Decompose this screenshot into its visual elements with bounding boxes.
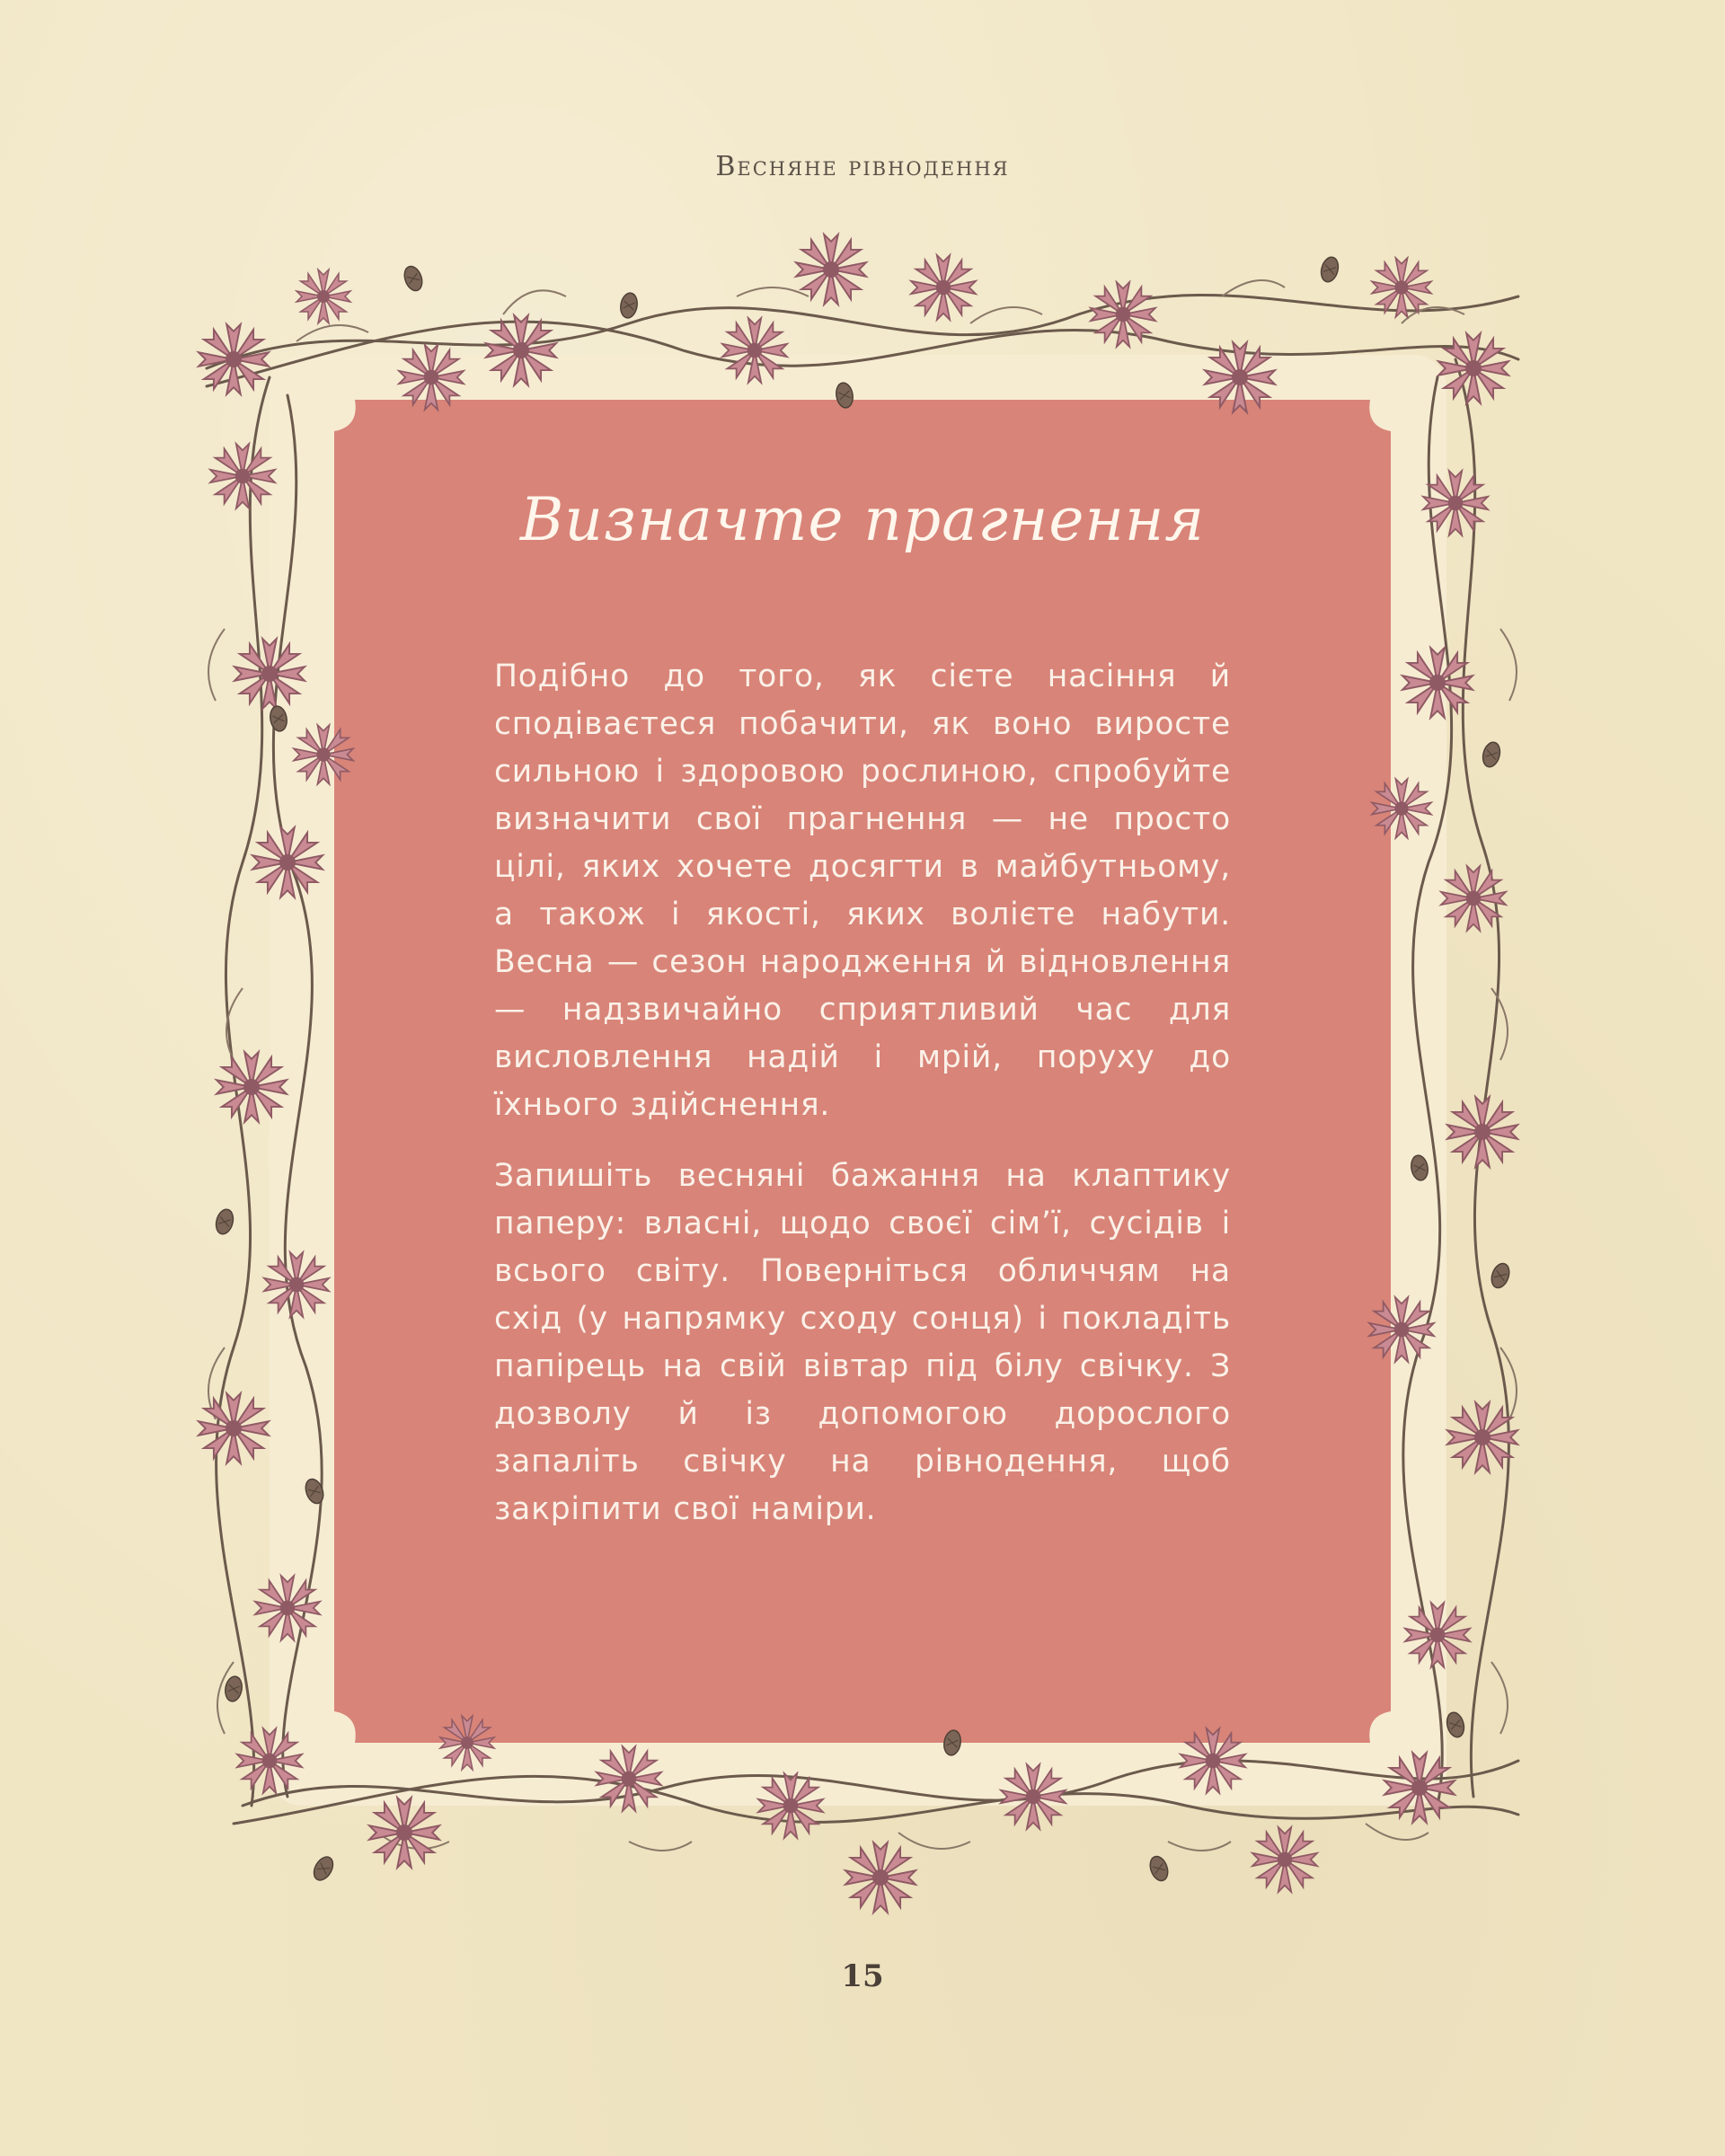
body-paragraph-2: Запишіть весняні бажання на клаптику паперу: власні, щодо своєї сім’ї, сусідів і всього світу. Поверніться обличчям на схід (у напрямку сходу сонця) і покладіть папірець на свій вівтар під білу свічку. З дозволу й із допомогою дорослого запаліть свічку на рівнодення, щоб закріпити свої наміри. — [494, 1158, 1231, 1527]
body-paragraph-1: Подібно до того, як сієте насіння й сподіваєтеся побачити, як воно виросте сильною і здоровою рослиною, спробуйте визначити свої прагнення — не просто цілі, яких хочете досягти в майбутньому, а також і якості, яких волієте набути. Весна — сезон народження й відновлення — надзвичайно сприятливий час для висловлення надій і мрій, поруху до їхнього здійснення. — [494, 658, 1231, 1123]
page-number: 15 — [841, 1958, 884, 1994]
panel-content — [494, 485, 1231, 1557]
running-header: Весняне рівнодення — [715, 151, 1010, 182]
section-heading: Визначте прагнення — [519, 485, 1206, 554]
